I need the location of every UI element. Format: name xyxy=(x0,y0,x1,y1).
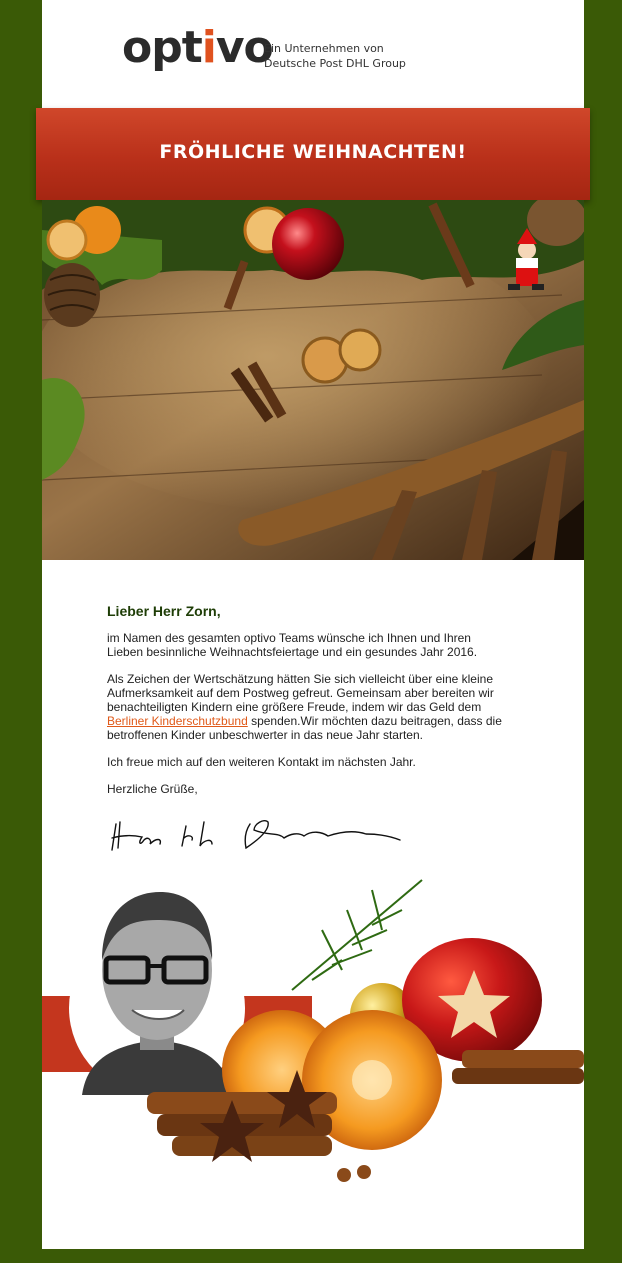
christmas-table-photo xyxy=(42,200,584,560)
closing: Herzliche Grüße, xyxy=(107,782,198,796)
banner-title: FRÖHLICHE WEIHNACHTEN! xyxy=(159,141,467,163)
paragraph-3: Ich freue mich auf den weiteren Kontakt im nächsten Jahr. xyxy=(107,755,416,769)
tagline-line1: Ein Unternehmen von xyxy=(264,42,384,55)
greeting: Lieber Herr Zorn, xyxy=(107,603,221,619)
paragraph-1: im Namen des gesamten optivo Teams wünsche ich Ihnen und Ihren Lieben besinnliche Weihnachtsfeiertage und ein gesundes Jahr 2016. xyxy=(107,631,478,659)
tagline-line2: Deutsche Post DHL Group xyxy=(264,57,406,70)
paragraph-2: Als Zeichen der Wertschätzung hätten Sie sich vielleicht über eine kleine Aufmerksamkeit auf dem Postweg gefreut. Gemeinsam aber bereiten wir benachteiligten Kindern eine größere Freude, indem wir das Geld dem Berliner Kinderschutzbund spenden.Wir möchten dazu beitragen, dass die betroffenen Kinder unbeschwerter in das neue Jahr starten. xyxy=(107,672,502,742)
letter-content xyxy=(107,604,507,809)
kinderschutzbund-link[interactable]: Berliner Kinderschutzbund xyxy=(107,714,248,728)
optivo-logo[interactable]: optivo xyxy=(122,22,273,73)
christmas-banner xyxy=(36,108,590,200)
company-tagline xyxy=(264,41,406,71)
footer-decoration xyxy=(42,870,584,1200)
handwritten-signature xyxy=(108,810,408,860)
